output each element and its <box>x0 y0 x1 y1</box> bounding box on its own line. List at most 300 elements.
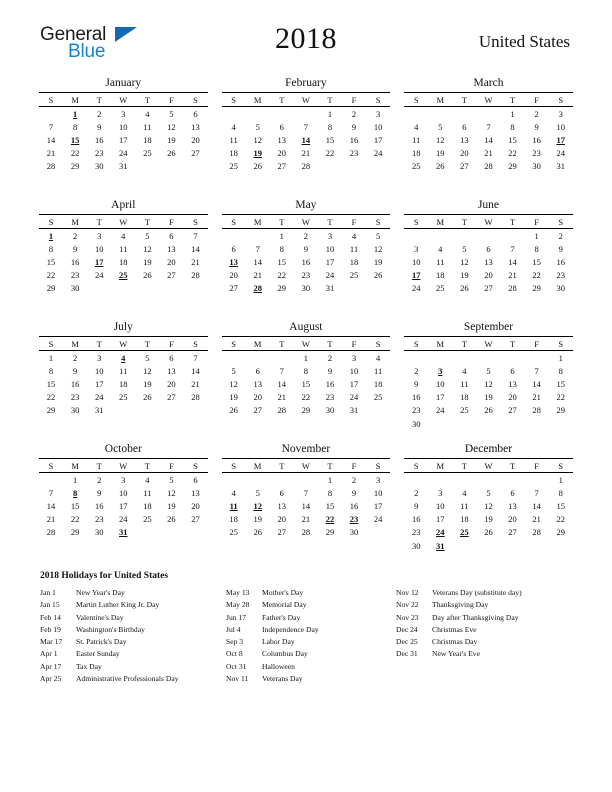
day-cell[interactable]: 31 <box>556 161 565 172</box>
day-cell[interactable]: 28 <box>301 161 311 172</box>
day-cell[interactable]: 27 <box>191 148 200 159</box>
day-cell[interactable]: 4 <box>376 352 381 363</box>
day-cell[interactable]: 30 <box>70 283 80 294</box>
day-cell[interactable]: 22 <box>301 392 311 403</box>
day-cell[interactable]: 1 <box>558 352 563 363</box>
day-cell[interactable]: 7 <box>279 365 284 376</box>
day-cell[interactable]: 8 <box>48 243 54 254</box>
day-cell[interactable]: 25 <box>143 148 152 159</box>
day-cell[interactable]: 8 <box>534 243 539 254</box>
day-cell[interactable]: 30 <box>411 540 421 551</box>
day-cell[interactable]: 7 <box>486 121 491 132</box>
day-cell[interactable]: 25 <box>229 527 238 538</box>
day-cell[interactable]: 7 <box>193 230 198 241</box>
day-cell[interactable]: 12 <box>253 134 262 145</box>
day-cell[interactable]: 21 <box>301 514 311 525</box>
day-cell[interactable]: 6 <box>255 365 260 376</box>
day-cell-holiday[interactable]: 8 <box>72 487 78 498</box>
day-cell[interactable]: 9 <box>327 365 333 376</box>
day-cell[interactable]: 30 <box>349 527 359 538</box>
day-cell[interactable]: 11 <box>374 365 383 376</box>
day-cell[interactable]: 27 <box>253 405 262 416</box>
day-cell[interactable]: 13 <box>277 134 287 145</box>
day-cell[interactable]: 30 <box>301 283 311 294</box>
day-cell[interactable]: 26 <box>143 392 152 403</box>
day-cell[interactable]: 13 <box>508 378 517 389</box>
day-cell[interactable]: 2 <box>327 352 333 363</box>
day-cell[interactable]: 19 <box>143 378 152 389</box>
day-cell[interactable]: 6 <box>510 365 515 376</box>
day-cell[interactable]: 21 <box>508 270 517 281</box>
day-cell[interactable]: 2 <box>72 352 78 363</box>
day-cell[interactable]: 30 <box>70 405 80 416</box>
day-cell[interactable]: 9 <box>351 121 357 132</box>
day-cell[interactable]: 15 <box>556 500 565 511</box>
day-cell[interactable]: 13 <box>253 378 262 389</box>
day-cell[interactable]: 1 <box>534 230 539 241</box>
day-cell[interactable]: 28 <box>46 527 56 538</box>
day-cell[interactable]: 7 <box>303 487 308 498</box>
day-cell[interactable]: 25 <box>229 161 238 172</box>
day-cell[interactable]: 21 <box>277 392 287 403</box>
day-cell[interactable]: 23 <box>532 148 541 159</box>
day-cell[interactable]: 3 <box>438 487 443 498</box>
day-cell[interactable]: 31 <box>349 405 359 416</box>
day-cell[interactable]: 16 <box>94 134 104 145</box>
day-cell[interactable]: 27 <box>191 514 200 525</box>
day-cell[interactable]: 14 <box>484 134 493 145</box>
day-cell[interactable]: 18 <box>143 134 152 145</box>
day-cell[interactable]: 8 <box>327 487 333 498</box>
day-cell[interactable]: 26 <box>484 527 493 538</box>
day-cell[interactable]: 17 <box>349 378 359 389</box>
day-cell[interactable]: 18 <box>119 256 128 267</box>
day-cell[interactable]: 5 <box>169 108 174 119</box>
day-cell[interactable]: 6 <box>193 108 198 119</box>
day-cell[interactable]: 29 <box>70 161 80 172</box>
day-cell[interactable]: 23 <box>301 270 311 281</box>
day-cell[interactable]: 17 <box>119 500 128 511</box>
day-cell[interactable]: 29 <box>556 527 565 538</box>
day-cell[interactable]: 7 <box>48 487 54 498</box>
day-cell[interactable]: 15 <box>301 378 311 389</box>
day-cell-holiday[interactable]: 17 <box>94 256 104 267</box>
day-cell[interactable]: 20 <box>167 378 176 389</box>
day-cell[interactable]: 12 <box>484 378 493 389</box>
day-cell-holiday[interactable]: 15 <box>70 134 80 145</box>
day-cell[interactable]: 17 <box>436 392 445 403</box>
day-cell[interactable]: 5 <box>145 230 150 241</box>
day-cell[interactable]: 22 <box>46 270 56 281</box>
day-cell[interactable]: 27 <box>167 392 176 403</box>
day-cell[interactable]: 15 <box>325 134 335 145</box>
day-cell[interactable]: 23 <box>325 392 335 403</box>
day-cell[interactable]: 27 <box>484 283 493 294</box>
day-cell[interactable]: 26 <box>373 270 383 281</box>
day-cell[interactable]: 20 <box>460 148 469 159</box>
day-cell[interactable]: 9 <box>97 487 102 498</box>
day-cell[interactable]: 20 <box>191 500 200 511</box>
day-cell[interactable]: 14 <box>277 378 287 389</box>
day-cell[interactable]: 30 <box>532 161 541 172</box>
day-cell[interactable]: 4 <box>121 230 126 241</box>
day-cell[interactable]: 26 <box>167 514 176 525</box>
day-cell[interactable]: 7 <box>303 121 308 132</box>
day-cell[interactable]: 24 <box>373 514 383 525</box>
day-cell-holiday[interactable]: 25 <box>119 270 128 281</box>
day-cell[interactable]: 14 <box>532 378 541 389</box>
day-cell[interactable]: 12 <box>167 487 176 498</box>
day-cell[interactable]: 11 <box>460 378 469 389</box>
day-cell[interactable]: 29 <box>70 527 80 538</box>
day-cell[interactable]: 22 <box>70 148 80 159</box>
day-cell[interactable]: 25 <box>436 283 445 294</box>
day-cell[interactable]: 27 <box>277 527 287 538</box>
day-cell-holiday[interactable]: 4 <box>121 352 126 363</box>
day-cell[interactable]: 25 <box>143 514 152 525</box>
day-cell[interactable]: 19 <box>143 256 152 267</box>
day-cell[interactable]: 19 <box>167 134 176 145</box>
day-cell[interactable]: 27 <box>277 161 287 172</box>
day-cell[interactable]: 2 <box>97 108 102 119</box>
day-cell[interactable]: 21 <box>46 148 56 159</box>
day-cell[interactable]: 15 <box>70 500 80 511</box>
day-cell[interactable]: 14 <box>46 134 56 145</box>
day-cell[interactable]: 28 <box>508 283 517 294</box>
day-cell[interactable]: 21 <box>191 256 200 267</box>
day-cell[interactable]: 8 <box>72 121 78 132</box>
day-cell[interactable]: 17 <box>119 134 128 145</box>
day-cell[interactable]: 10 <box>119 487 128 498</box>
day-cell[interactable]: 1 <box>327 108 333 119</box>
day-cell[interactable]: 18 <box>349 256 359 267</box>
day-cell[interactable]: 4 <box>438 243 443 254</box>
day-cell[interactable]: 20 <box>167 256 176 267</box>
day-cell[interactable]: 8 <box>558 365 563 376</box>
day-cell[interactable]: 1 <box>279 230 284 241</box>
day-cell[interactable]: 6 <box>169 230 174 241</box>
day-cell[interactable]: 18 <box>460 514 469 525</box>
day-cell[interactable]: 10 <box>349 365 359 376</box>
day-cell[interactable]: 3 <box>414 243 419 254</box>
day-cell[interactable]: 29 <box>556 405 565 416</box>
day-cell[interactable]: 22 <box>532 270 541 281</box>
day-cell[interactable]: 15 <box>532 256 541 267</box>
day-cell[interactable]: 17 <box>325 256 335 267</box>
day-cell-holiday[interactable]: 22 <box>325 514 335 525</box>
day-cell[interactable]: 12 <box>460 256 469 267</box>
day-cell[interactable]: 26 <box>436 161 445 172</box>
day-cell[interactable]: 19 <box>484 392 493 403</box>
day-cell[interactable]: 1 <box>558 474 563 485</box>
day-cell[interactable]: 3 <box>327 230 333 241</box>
day-cell[interactable]: 27 <box>508 527 517 538</box>
day-cell-holiday[interactable]: 17 <box>556 134 565 145</box>
day-cell[interactable]: 9 <box>558 243 563 254</box>
day-cell[interactable]: 6 <box>193 474 198 485</box>
day-cell[interactable]: 19 <box>253 514 262 525</box>
day-cell[interactable]: 16 <box>325 378 335 389</box>
day-cell[interactable]: 20 <box>277 514 287 525</box>
day-cell[interactable]: 18 <box>229 148 238 159</box>
day-cell[interactable]: 12 <box>484 500 493 511</box>
day-cell[interactable]: 7 <box>255 243 260 254</box>
day-cell[interactable]: 25 <box>349 270 359 281</box>
day-cell[interactable]: 2 <box>72 230 78 241</box>
day-cell[interactable]: 18 <box>373 378 383 389</box>
day-cell[interactable]: 10 <box>556 121 565 132</box>
day-cell[interactable]: 19 <box>460 270 469 281</box>
day-cell[interactable]: 7 <box>510 243 515 254</box>
day-cell[interactable]: 30 <box>556 283 565 294</box>
day-cell[interactable]: 22 <box>277 270 287 281</box>
day-cell[interactable]: 14 <box>532 500 541 511</box>
day-cell[interactable]: 27 <box>167 270 176 281</box>
day-cell[interactable]: 18 <box>229 514 238 525</box>
day-cell[interactable]: 4 <box>462 487 467 498</box>
day-cell[interactable]: 13 <box>484 256 493 267</box>
day-cell[interactable]: 29 <box>277 283 287 294</box>
day-cell[interactable]: 16 <box>411 392 421 403</box>
day-cell-holiday[interactable]: 17 <box>411 270 421 281</box>
day-cell[interactable]: 12 <box>167 121 176 132</box>
day-cell[interactable]: 5 <box>486 487 491 498</box>
day-cell[interactable]: 25 <box>411 161 421 172</box>
day-cell[interactable]: 16 <box>70 256 80 267</box>
day-cell[interactable]: 23 <box>556 270 565 281</box>
day-cell[interactable]: 5 <box>255 487 260 498</box>
day-cell[interactable]: 2 <box>414 487 419 498</box>
day-cell[interactable]: 6 <box>462 121 467 132</box>
day-cell[interactable]: 31 <box>119 161 128 172</box>
day-cell[interactable]: 14 <box>46 500 56 511</box>
day-cell[interactable]: 17 <box>373 134 383 145</box>
day-cell[interactable]: 20 <box>508 392 517 403</box>
day-cell[interactable]: 26 <box>253 161 262 172</box>
day-cell[interactable]: 6 <box>231 243 236 254</box>
day-cell[interactable]: 23 <box>349 148 359 159</box>
day-cell[interactable]: 23 <box>94 148 104 159</box>
day-cell[interactable]: 13 <box>167 243 176 254</box>
day-cell[interactable]: 20 <box>277 148 287 159</box>
day-cell[interactable]: 6 <box>169 352 174 363</box>
day-cell[interactable]: 3 <box>376 108 381 119</box>
day-cell[interactable]: 21 <box>301 148 311 159</box>
day-cell[interactable]: 21 <box>484 148 493 159</box>
day-cell[interactable]: 19 <box>436 148 445 159</box>
day-cell[interactable]: 24 <box>325 270 335 281</box>
day-cell-holiday[interactable]: 31 <box>436 540 445 551</box>
day-cell[interactable]: 10 <box>373 487 383 498</box>
day-cell[interactable]: 4 <box>351 230 357 241</box>
day-cell[interactable]: 26 <box>167 148 176 159</box>
day-cell[interactable]: 16 <box>556 256 565 267</box>
day-cell[interactable]: 3 <box>97 352 102 363</box>
day-cell[interactable]: 7 <box>534 365 539 376</box>
day-cell[interactable]: 13 <box>191 121 200 132</box>
day-cell-holiday[interactable]: 31 <box>119 527 128 538</box>
day-cell[interactable]: 15 <box>508 134 517 145</box>
day-cell[interactable]: 11 <box>460 500 469 511</box>
day-cell[interactable]: 8 <box>510 121 515 132</box>
day-cell[interactable]: 5 <box>438 121 443 132</box>
day-cell[interactable]: 24 <box>556 148 565 159</box>
day-cell[interactable]: 11 <box>349 243 359 254</box>
day-cell[interactable]: 1 <box>327 474 333 485</box>
day-cell[interactable]: 14 <box>191 365 200 376</box>
day-cell[interactable]: 25 <box>373 392 383 403</box>
day-cell[interactable]: 28 <box>277 405 287 416</box>
day-cell[interactable]: 1 <box>510 108 515 119</box>
day-cell[interactable]: 3 <box>121 474 126 485</box>
day-cell[interactable]: 31 <box>325 283 335 294</box>
day-cell[interactable]: 3 <box>97 230 102 241</box>
day-cell-holiday[interactable]: 11 <box>229 500 238 511</box>
day-cell[interactable]: 22 <box>46 392 56 403</box>
day-cell[interactable]: 26 <box>460 283 469 294</box>
day-cell[interactable]: 5 <box>145 352 150 363</box>
day-cell[interactable]: 24 <box>94 392 104 403</box>
day-cell[interactable]: 20 <box>508 514 517 525</box>
day-cell[interactable]: 9 <box>303 243 308 254</box>
day-cell[interactable]: 2 <box>351 474 357 485</box>
day-cell-holiday[interactable]: 24 <box>436 527 445 538</box>
day-cell[interactable]: 26 <box>253 527 262 538</box>
day-cell[interactable]: 6 <box>486 243 491 254</box>
day-cell[interactable]: 15 <box>556 378 565 389</box>
day-cell[interactable]: 15 <box>325 500 335 511</box>
day-cell[interactable]: 29 <box>508 161 517 172</box>
day-cell[interactable]: 22 <box>556 392 565 403</box>
day-cell[interactable]: 9 <box>534 121 539 132</box>
day-cell[interactable]: 11 <box>119 243 128 254</box>
day-cell[interactable]: 2 <box>351 108 357 119</box>
day-cell[interactable]: 3 <box>376 474 381 485</box>
day-cell[interactable]: 16 <box>349 134 359 145</box>
day-cell[interactable]: 13 <box>508 500 517 511</box>
day-cell[interactable]: 13 <box>277 500 287 511</box>
day-cell[interactable]: 22 <box>325 148 335 159</box>
day-cell[interactable]: 30 <box>325 405 335 416</box>
day-cell[interactable]: 8 <box>303 365 308 376</box>
day-cell-holiday[interactable]: 1 <box>72 108 78 119</box>
day-cell[interactable]: 13 <box>460 134 469 145</box>
day-cell[interactable]: 16 <box>349 500 359 511</box>
day-cell[interactable]: 20 <box>484 270 493 281</box>
day-cell[interactable]: 10 <box>436 500 445 511</box>
day-cell[interactable]: 4 <box>231 487 236 498</box>
day-cell-holiday[interactable]: 1 <box>48 230 54 241</box>
day-cell[interactable]: 5 <box>462 243 467 254</box>
day-cell-holiday[interactable]: 25 <box>460 527 469 538</box>
day-cell[interactable]: 22 <box>70 514 80 525</box>
day-cell[interactable]: 21 <box>46 514 56 525</box>
day-cell[interactable]: 14 <box>508 256 517 267</box>
day-cell[interactable]: 31 <box>94 405 104 416</box>
day-cell[interactable]: 13 <box>167 365 176 376</box>
day-cell[interactable]: 1 <box>48 352 54 363</box>
day-cell[interactable]: 23 <box>70 270 80 281</box>
day-cell[interactable]: 4 <box>145 108 150 119</box>
day-cell[interactable]: 10 <box>94 243 104 254</box>
day-cell[interactable]: 8 <box>327 121 333 132</box>
day-cell[interactable]: 10 <box>119 121 128 132</box>
day-cell[interactable]: 19 <box>167 500 176 511</box>
day-cell[interactable]: 5 <box>169 474 174 485</box>
day-cell[interactable]: 18 <box>143 500 152 511</box>
day-cell[interactable]: 12 <box>229 378 238 389</box>
day-cell[interactable]: 12 <box>143 243 152 254</box>
day-cell[interactable]: 19 <box>373 256 383 267</box>
day-cell[interactable]: 18 <box>460 392 469 403</box>
day-cell[interactable]: 9 <box>72 365 78 376</box>
day-cell[interactable]: 18 <box>119 378 128 389</box>
day-cell[interactable]: 12 <box>143 365 152 376</box>
day-cell[interactable]: 11 <box>436 256 445 267</box>
day-cell[interactable]: 30 <box>94 161 104 172</box>
day-cell[interactable]: 14 <box>301 500 311 511</box>
day-cell[interactable]: 5 <box>231 365 236 376</box>
day-cell[interactable]: 16 <box>532 134 541 145</box>
day-cell[interactable]: 28 <box>301 527 311 538</box>
day-cell[interactable]: 28 <box>532 527 541 538</box>
day-cell[interactable]: 8 <box>279 243 284 254</box>
day-cell[interactable]: 8 <box>48 365 54 376</box>
day-cell[interactable]: 21 <box>532 514 541 525</box>
day-cell[interactable]: 16 <box>411 514 421 525</box>
day-cell[interactable]: 26 <box>143 270 152 281</box>
day-cell[interactable]: 16 <box>301 256 311 267</box>
day-cell[interactable]: 21 <box>191 378 200 389</box>
day-cell[interactable]: 2 <box>414 365 419 376</box>
day-cell[interactable]: 17 <box>436 514 445 525</box>
day-cell[interactable]: 20 <box>253 392 262 403</box>
day-cell[interactable]: 28 <box>532 405 541 416</box>
day-cell[interactable]: 13 <box>191 487 200 498</box>
day-cell[interactable]: 29 <box>532 283 541 294</box>
day-cell[interactable]: 20 <box>191 134 200 145</box>
day-cell[interactable]: 23 <box>94 514 104 525</box>
day-cell[interactable]: 25 <box>460 405 469 416</box>
day-cell[interactable]: 2 <box>97 474 102 485</box>
day-cell[interactable]: 7 <box>48 121 54 132</box>
day-cell[interactable]: 6 <box>510 487 515 498</box>
day-cell[interactable]: 20 <box>229 270 238 281</box>
day-cell[interactable]: 4 <box>414 121 419 132</box>
day-cell[interactable]: 22 <box>556 514 565 525</box>
day-cell[interactable]: 24 <box>411 283 421 294</box>
day-cell[interactable]: 12 <box>373 243 383 254</box>
day-cell-holiday[interactable]: 3 <box>438 365 443 376</box>
day-cell[interactable]: 15 <box>46 378 56 389</box>
day-cell-holiday[interactable]: 19 <box>253 148 262 159</box>
day-cell[interactable]: 18 <box>411 148 421 159</box>
day-cell[interactable]: 18 <box>436 270 445 281</box>
day-cell[interactable]: 3 <box>121 108 126 119</box>
day-cell[interactable]: 28 <box>191 392 200 403</box>
day-cell[interactable]: 23 <box>411 405 421 416</box>
day-cell[interactable]: 11 <box>229 134 238 145</box>
day-cell-holiday[interactable]: 14 <box>301 134 311 145</box>
day-cell[interactable]: 17 <box>94 378 104 389</box>
day-cell[interactable]: 7 <box>193 352 198 363</box>
day-cell[interactable]: 9 <box>351 487 357 498</box>
day-cell[interactable]: 27 <box>508 405 517 416</box>
day-cell[interactable]: 19 <box>229 392 238 403</box>
day-cell[interactable]: 24 <box>119 148 128 159</box>
day-cell[interactable]: 30 <box>94 527 104 538</box>
day-cell[interactable]: 26 <box>229 405 238 416</box>
